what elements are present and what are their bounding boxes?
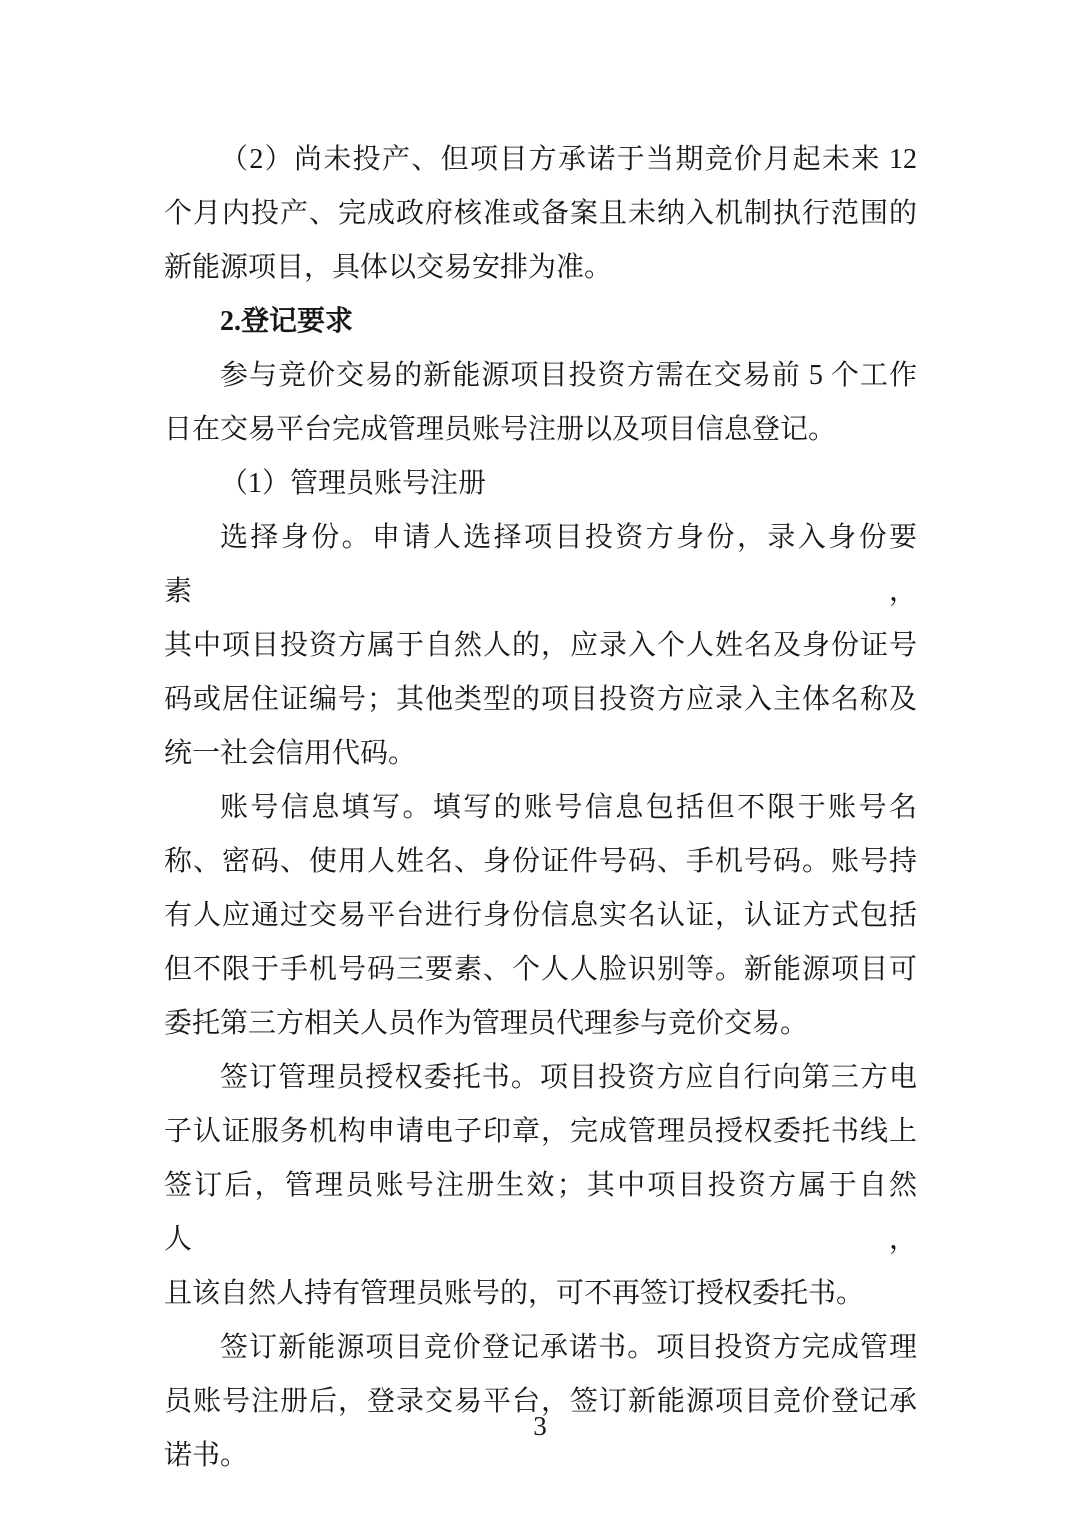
paragraph-line: 个月内投产、完成政府核准或备案且未纳入机制执行范围的: [164, 198, 917, 229]
document-body: [164, 133, 917, 1483]
paragraph-line: 员账号注册后，登录交易平台，签订新能源项目竞价登记承: [164, 1386, 917, 1417]
paragraph-line: 有人应通过交易平台进行身份信息实名认证，认证方式包括: [164, 900, 917, 931]
paragraph-line: 统一社会信用代码。: [164, 738, 417, 769]
subsection-heading: （1）管理员账号注册: [220, 468, 487, 499]
paragraph-line: 且该自然人持有管理员账号的，可不再签订授权委托书。: [164, 1278, 865, 1309]
paragraph-line: 签订管理员授权委托书。项目投资方应自行向第三方电: [220, 1062, 917, 1093]
paragraph-line: 但不限于手机号码三要素、个人人脸识别等。新能源项目可: [164, 954, 917, 985]
paragraph-line: 诺书。: [164, 1440, 249, 1471]
paragraph-line: （2）尚未投产、但项目方承诺于当期竞价月起未来 12: [220, 144, 917, 175]
paragraph-line: 委托第三方相关人员作为管理员代理参与竞价交易。: [164, 1008, 809, 1039]
section-heading: 2.登记要求: [220, 306, 354, 337]
paragraph-line: 新能源项目，具体以交易安排为准。: [164, 252, 613, 283]
paragraph-line: 码或居住证编号；其他类型的项目投资方应录入主体名称及: [164, 684, 917, 715]
paragraph-line: 参与竞价交易的新能源项目投资方需在交易前 5 个工作: [220, 360, 917, 391]
paragraph-line: 子认证服务机构申请电子印章，完成管理员授权委托书线上: [164, 1116, 917, 1147]
paragraph-line: 签订后，管理员账号注册生效；其中项目投资方属于自然人，: [164, 1170, 917, 1255]
paragraph-line: 其中项目投资方属于自然人的，应录入个人姓名及身份证号: [164, 630, 917, 661]
paragraph-line: 账号信息填写。填写的账号信息包括但不限于账号名: [220, 792, 917, 823]
paragraph-line: 日在交易平台完成管理员账号注册以及项目信息登记。: [164, 414, 837, 445]
paragraph-line: 签订新能源项目竞价登记承诺书。项目投资方完成管理: [220, 1332, 917, 1363]
page-number: 3: [533, 1411, 547, 1441]
paragraph-line: 称、密码、使用人姓名、身份证件号码、手机号码。账号持: [164, 846, 917, 877]
paragraph-line: 选择身份。申请人选择项目投资方身份，录入身份要素，: [164, 522, 917, 607]
